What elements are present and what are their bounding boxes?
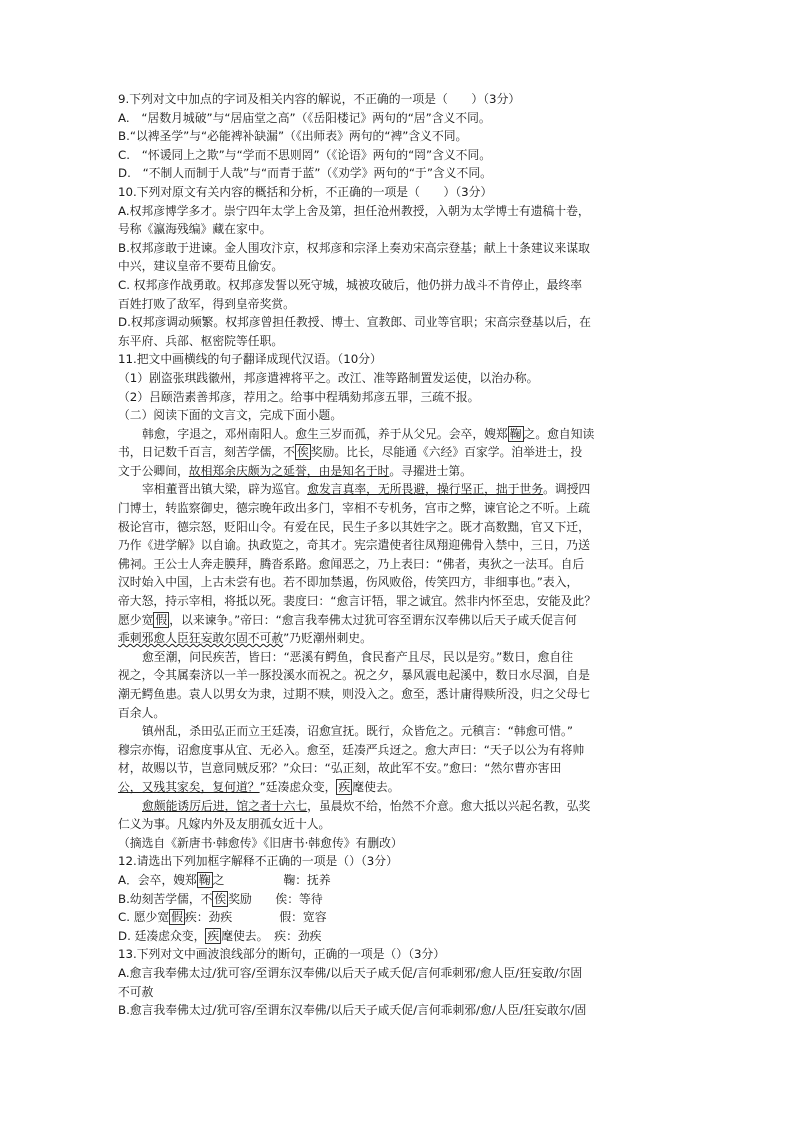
text-line: 佛祠。王公士人奔走膜拜，腾沓系路。愈闻恶之，乃上表曰：“佛者，夷狄之一法耳。自后 <box>118 556 585 571</box>
text-segment: C. 愿少宽 <box>118 910 170 925</box>
document-page <box>118 90 678 1020</box>
underlined-text: 愈发言真率，无所畏避，操行坚正，拙于世务 <box>307 482 544 497</box>
text-line: （二）阅读下面的文言文，完成下面小题。 <box>118 408 343 423</box>
text-line: 潮无鳄鱼患。袁人以男女为隶，过期不赎，则没入之。愈至，悉计庸得赎所没，归之父母七 <box>118 687 590 701</box>
text-segment: 韩愈，字退之，邓州南阳人。愈生三岁而孤，养于从父兄。会卒，嫂郑 <box>142 426 508 441</box>
underlined-text: 公，又残其家矣，复何道？ <box>118 779 260 794</box>
text-line: B.愈言我奉佛太过/犹可容/至谓东汉奉佛/以后天子咸夭促/言何乖刺邪/愈/人臣/狂妄敢尔/固 <box>118 1003 587 1018</box>
text-line: （1）剧盗张琪践徽州，邦彦遣裨将平之。改江、准等路制置发运使，以治办称。 <box>118 370 539 385</box>
text-line: 百姓打败了敌军，得到皇帝奖赏。 <box>118 296 295 311</box>
text-segment: ，虽晨炊不给，怡然不介意。愈大抵以兴起名教，弘奖 <box>307 798 591 813</box>
text-segment: D. 廷凑虑众变， <box>118 928 206 943</box>
text-segment: 奖励 俟：等待 <box>228 891 323 906</box>
text-line: 中兴，建议皇帝不要苟且偷安。 <box>118 259 284 274</box>
text-segment: 之。愈自知读 <box>523 426 595 441</box>
text-segment: 书，日记数千百言，刻苦学儒，不 <box>118 445 295 460</box>
text-line: 12.请选出下列加框字解释不正确的一项是（）（3分） <box>118 854 398 869</box>
text-line: 13.下列对文中画波浪线部分的断句，正确的一项是（）（3分） <box>118 947 446 962</box>
wavy-underlined-text: 乖刺邪愈人臣狂妄敢尔固不可赦 <box>118 631 284 646</box>
boxed-char: 疾 <box>338 779 351 794</box>
text-segment: 文于公卿间， <box>118 463 189 478</box>
text-line: D.权邦彦调动频繁。权邦彦曾担任教授、博士、宣教郎、司业等官职；宋高宗登基以后，在 <box>118 315 591 330</box>
text-segment: 疾：劲疾 假：宽容 <box>184 910 327 925</box>
boxed-char: 鞠 <box>198 872 211 887</box>
text-line <box>118 480 678 499</box>
text-segment: 愿少宽 <box>118 612 154 627</box>
boxed-char: 鞠 <box>509 426 522 441</box>
text-segment: 麾使去。 疾：劲疾 <box>221 928 322 943</box>
text-line: C. 权邦彦作战勇敢。权邦彦发誓以死守城，城被攻破后，他仍拼力战斗不肯停止，最终率 <box>118 277 583 292</box>
text-line <box>118 611 678 630</box>
text-line: 仁义为事。凡嫁内外及友朋孤女近十人。 <box>118 817 331 832</box>
underlined-text: 愈颇能诱厉后进，馆之者十六七 <box>142 798 308 813</box>
text-line <box>118 778 678 797</box>
text-line: 门博士，转监察御史，德宗晚年政出多门，宰相不专机务，宫市之弊，谏官论之不听。上疏 <box>118 501 590 516</box>
text-line <box>118 443 678 462</box>
text-segment: 之 鞠：抚养 <box>212 872 331 887</box>
text-line <box>118 797 678 816</box>
text-line: 材，故赐以节，岂意同贼反邪？”众曰：“弘正刻，故此军不安。”愈曰：“然尔曹亦害田 <box>118 761 562 776</box>
text-line: 东平府、兵部、枢密院等任职。 <box>118 333 284 348</box>
boxed-char: 假 <box>155 612 168 627</box>
text-segment: 麾使去。 <box>352 779 400 794</box>
text-line: 乃作《进学解》以自谕。执政览之，奇其才。宪宗遣使者往凤翔迎佛骨入禁中，三日，乃送 <box>118 538 590 553</box>
text-line: （2）吕颐浩素善邦彦，荐用之。给事中程瑀劾邦彦五罪，三疏不报。 <box>118 389 480 404</box>
text-segment: 。调授四 <box>543 482 591 497</box>
text-line: 极论宫市，德宗怒，贬阳山令。有爱在民，民生子多以其姓字之。既才高数黜，官又下迁， <box>118 519 590 534</box>
text-line <box>118 908 678 927</box>
text-line: B.“以裨圣学”与“必能裨补缺漏”（《出师表》两句的“裨”含义不同。 <box>118 129 468 144</box>
boxed-char: 俟 <box>214 891 227 906</box>
underlined-text: 故相郑余庆颇为之延誉，由是知名于时 <box>188 463 390 478</box>
text-segment: ”廷凑虑众变， <box>259 779 337 794</box>
text-line: 视之，令其属秦济以一羊一豚投溪水而祝之。祝之夕，暴风震电起溪中，数日水尽涸，自是 <box>118 668 590 683</box>
text-segment: B.幼刻苦学儒，不 <box>118 891 213 906</box>
text-segment: A．会卒，嫂郑 <box>118 872 197 887</box>
text-line: A.权邦彦博学多才。崇宁四年太学上舍及第，担任沧州教授，入朝为太学博士有遗稿十卷， <box>118 203 590 218</box>
text-line: 帝大怒，持示宰相，将抵以死。裴度曰：“愈言讦牾，罪之诚宜。然非内怀至忠，安能及此？ <box>118 594 596 609</box>
boxed-char: 俟 <box>296 445 309 460</box>
boxed-char: 假 <box>171 910 183 925</box>
text-line: 愈至潮，问民疾苦，皆曰：“恶溪有鳄鱼，食民畜产且尽，民以是穷。”数日，愈自往 <box>142 649 574 664</box>
text-line: 9.下列对文中加点的字词及相关内容的解说，不正确的一项是（ ）（3分） <box>118 92 521 106</box>
text-line: 10.下列对原文有关内容的概括和分析，不正确的一项是（ ）（3分） <box>118 184 493 199</box>
text-line: 百余人。 <box>118 705 166 720</box>
text-line: A. “居数月城破”与“居庙堂之高”（《岳阳楼记》两句的“居”含义不同。 <box>118 110 491 125</box>
text-line: 不可赦 <box>118 984 154 999</box>
text-line: （摘选自《新唐书·韩愈传》《旧唐书·韩愈传》有删改） <box>118 835 403 850</box>
text-line: 镇州乱，杀田弘正而立王廷凑，诏愈宣抚。既行，众皆危之。元稹言：“韩愈可惜。” <box>142 724 574 739</box>
text-line: B.权邦彦敢于进谏。金人围攻汴京，权邦彦和宗泽上奏劝宋高宗登基；献上十条建议来谋取 <box>118 240 590 255</box>
text-line <box>118 462 678 481</box>
text-line <box>118 927 678 946</box>
text-line: D. “不制人而制于人哉”与“而青于蓝”（《劝学》两句的“于”含义不同。 <box>118 166 492 181</box>
text-line: 号称《瀛海残编》藏在家中。 <box>118 222 272 237</box>
text-line: 11.把文中画横线的句子翻译成现代汉语。（10分） <box>118 352 382 367</box>
text-line <box>118 890 678 909</box>
text-segment: 。寻擢进士第。 <box>389 463 472 478</box>
text-segment: ”乃贬潮州刺史。 <box>283 631 372 646</box>
text-line: 穆宗亦悔，诏愈度事从宜、无必入。愈至，廷凑严兵迓之。愈大声曰：“天子以公为有将帅 <box>118 742 585 757</box>
text-line <box>118 425 678 444</box>
text-segment: 宰相董晋出镇大梁，辟为巡官。 <box>142 482 308 497</box>
text-segment: ，以来谏争。”帝曰：“愈言我奉佛太过犹可容至谓东汉奉佛以后天子咸夭促言何 <box>169 612 577 627</box>
text-line <box>118 871 678 890</box>
text-line: 汉时始入中国，上古未尝有也。若不即加禁遏，伤风败俗，传笑四方，非细事也。”表入， <box>118 575 579 590</box>
text-line: C. “怀谖同上之欺”与“学而不思则罔”（《论语》两句的“罔”含义不同。 <box>118 147 492 162</box>
text-line: A.愈言我奉佛太过/犹可容/至谓东汉奉佛/以后天子咸夭促/言何乖刺邪/愈人臣/狂妄敢/尔固 <box>118 965 583 980</box>
text-line <box>118 629 678 648</box>
text-segment: 奖励。比长，尽能通《六经》百家学。洎举进士，投 <box>310 445 583 460</box>
boxed-char: 疾 <box>207 928 220 943</box>
